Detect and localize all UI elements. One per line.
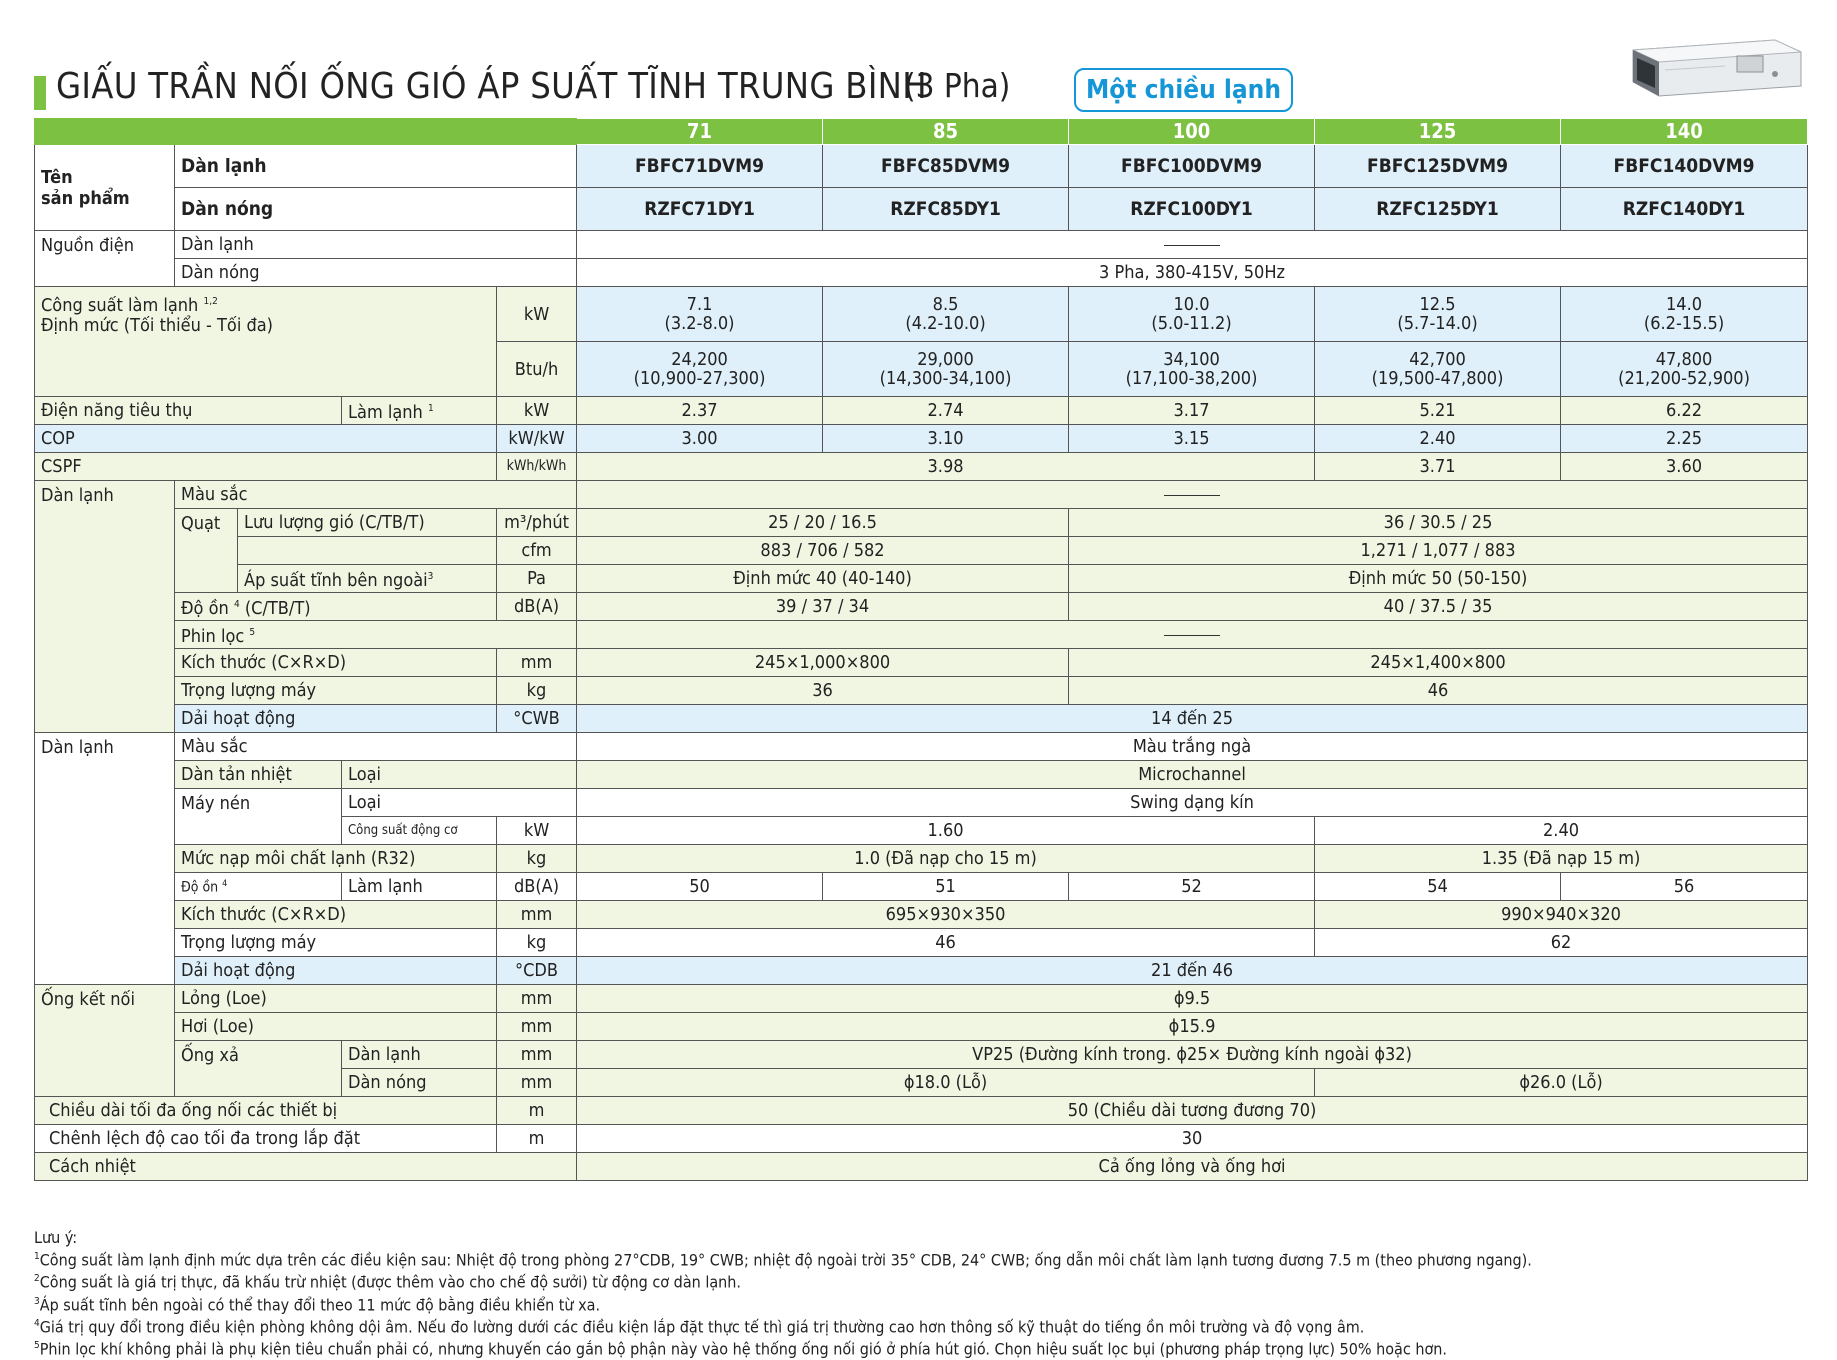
table-row xyxy=(35,1153,1808,1181)
filter-label: Phin lọc xyxy=(181,626,245,647)
esp-label: Áp suất tĩnh bên ngoài xyxy=(244,570,428,591)
table-row xyxy=(35,453,1808,481)
empty-dash xyxy=(577,231,1808,259)
compressor-type-value: Swing dạng kín xyxy=(577,789,1808,817)
capacity-kw: 7.1 (3.2-8.0) xyxy=(577,287,823,342)
footnote-item xyxy=(34,1247,1532,1269)
table-row xyxy=(35,705,1808,733)
table-row xyxy=(35,481,1808,509)
footnote-text: Giá trị quy đổi trong điều kiện phòng không dội âm. Nếu đo lường dưới các điều kiện lắp đặt thực tế thì giá trị thường cao hơn thông số kỹ thuật do tiếng ồn môi trường và độ vọng âm. xyxy=(39,1317,1365,1337)
airflow-cfm-value: 1,271 / 1,077 / 883 xyxy=(1069,537,1808,565)
power-value: 2.74 xyxy=(823,397,1069,425)
table-row xyxy=(35,593,1808,621)
power-value: 2.37 xyxy=(577,397,823,425)
cop-value: 3.10 xyxy=(823,425,1069,453)
unit-kg: kg xyxy=(497,929,577,957)
noise-label: Độ ồn xyxy=(181,879,219,896)
unit-dba: dB(A) xyxy=(497,873,577,901)
row-label-airflow: Lưu lượng gió (C/TB/T) xyxy=(238,509,497,537)
row-label-indoor: Dàn lạnh xyxy=(342,1041,497,1069)
dimension-value: 245×1,000×800 xyxy=(577,649,1069,677)
table-row xyxy=(35,649,1808,677)
footnote-item xyxy=(34,1269,1532,1291)
footnote-marker: 4 xyxy=(233,599,240,610)
indoor-model: FBFC125DVM9 xyxy=(1315,145,1561,188)
refrigerant-value: 1.0 (Đã nạp cho 15 m) xyxy=(577,845,1315,873)
table-row xyxy=(35,425,1808,453)
noise-out-value: 56 xyxy=(1561,873,1808,901)
unit-mm: mm xyxy=(497,649,577,677)
row-label-cooling xyxy=(342,397,497,425)
row-label-noise xyxy=(175,873,342,901)
footnote-text: Công suất làm lạnh định mức dựa trên các điều kiện sau: Nhiệt độ trong phòng 27°CDB, 19° CWB; nhiệt độ ngoài trời 35° CDB, 24° CWB; ống dẫn môi chất làm lạnh tương đương 7.5 m (theo phương ngang). xyxy=(39,1250,1532,1270)
row-label-compressor: Máy nén xyxy=(175,789,342,845)
capacity-btu: 47,800 (21,200-52,900) xyxy=(1561,342,1808,397)
footnote-number: 5 xyxy=(34,1340,40,1352)
row-label-indoor: Dàn lạnh xyxy=(175,145,577,188)
cspf-value: 3.60 xyxy=(1561,453,1808,481)
cooling-label: Làm lạnh xyxy=(348,402,423,423)
footnote-text: Áp suất tĩnh bên ngoài có thể thay đổi theo 11 mức độ bằng điều khiển từ xa. xyxy=(39,1294,601,1314)
row-label-weight: Trọng lượng máy xyxy=(175,929,497,957)
noise-value: 39 / 37 / 34 xyxy=(577,593,1069,621)
esp-value: Định mức 50 (50-150) xyxy=(1069,565,1808,593)
footnotes xyxy=(34,1228,1532,1359)
table-row xyxy=(35,733,1808,761)
model-header-row xyxy=(35,119,1808,145)
page-title: GIẤU TRẦN NỐI ỐNG GIÓ ÁP SUẤT TĨNH TRUNG BÌNH xyxy=(56,66,927,107)
capacity-kw: 8.5 (4.2-10.0) xyxy=(823,287,1069,342)
insulation-value: Cả ống lỏng và ống hơi xyxy=(577,1153,1808,1181)
cop-value: 3.15 xyxy=(1069,425,1315,453)
table-row xyxy=(35,901,1808,929)
notes-heading: Lưu ý: xyxy=(34,1228,78,1247)
airflow-value: 25 / 20 / 16.5 xyxy=(577,509,1069,537)
footnote-text: Công suất là giá trị thực, đã khấu trừ nhiệt (được thêm vào cho chế độ sưởi) từ động cơ dàn lạnh. xyxy=(39,1272,741,1292)
row-label-capacity xyxy=(35,287,497,397)
unit-cdb: °CDB xyxy=(497,957,577,985)
capacity-kw: 10.0 (5.0-11.2) xyxy=(1069,287,1315,342)
unit-kw: kW xyxy=(497,817,577,845)
ducted-unit-image xyxy=(1625,30,1805,102)
indoor-model: FBFC100DVM9 xyxy=(1069,145,1315,188)
power-value: 3.17 xyxy=(1069,397,1315,425)
unit-m: m xyxy=(497,1097,577,1125)
cop-value: 2.40 xyxy=(1315,425,1561,453)
unit-btuh: Btu/h xyxy=(497,342,577,397)
row-label-power-supply: Nguồn điện xyxy=(35,231,175,287)
table-row xyxy=(35,957,1808,985)
dimension-value: 695×930×350 xyxy=(577,901,1315,929)
capacity-kw: 12.5 (5.7-14.0) xyxy=(1315,287,1561,342)
empty-dash xyxy=(577,621,1808,649)
row-label-noise xyxy=(175,593,497,621)
noise-value: 40 / 37.5 / 35 xyxy=(1069,593,1808,621)
weight-value: 62 xyxy=(1315,929,1808,957)
footnote-marker: 3 xyxy=(427,571,434,582)
max-height-value: 30 xyxy=(577,1125,1808,1153)
empty-dash xyxy=(577,481,1808,509)
row-label-cooling: Làm lạnh xyxy=(342,873,497,901)
row-label-insulation: Cách nhiệt xyxy=(35,1153,577,1181)
section-outdoor: Dàn lạnh xyxy=(35,733,175,985)
unit-mm: mm xyxy=(497,985,577,1013)
model-col-125: 125 xyxy=(1315,119,1561,145)
cop-value: 2.25 xyxy=(1561,425,1808,453)
table-row xyxy=(35,789,1808,817)
title-accent-bar xyxy=(34,76,46,110)
table-row xyxy=(35,1013,1808,1041)
table-row xyxy=(35,929,1808,957)
row-label-motor-output: Công suất động cơ xyxy=(342,817,497,845)
capacity-label: Công suất làm lạnh xyxy=(41,295,199,316)
unit-mm: mm xyxy=(497,1069,577,1097)
table-row xyxy=(35,145,1808,188)
row-label-max-height: Chênh lệch độ cao tối đa trong lắp đặt xyxy=(35,1125,497,1153)
indoor-model: FBFC71DVM9 xyxy=(577,145,823,188)
footnote-text: Phin lọc khí không phải là phụ kiện tiêu chuẩn phải có, nhưng khuyến cáo gắn bộ phận này vào hệ thống ống nối gió ở phía hút gió. Chọn hiệu suất lọc bụi (phương pháp trọng lực) 50% hoặc hơn. xyxy=(39,1339,1447,1359)
title-bar xyxy=(34,62,1281,112)
row-label-filter xyxy=(175,621,577,649)
color-value: Màu trắng ngà xyxy=(577,733,1808,761)
weight-value: 46 xyxy=(1069,677,1808,705)
liquid-value: ϕ9.5 xyxy=(577,985,1808,1013)
weight-value: 46 xyxy=(577,929,1315,957)
unit-kw: kW xyxy=(497,287,577,342)
unit-pa: Pa xyxy=(497,565,577,593)
footnote-number: 1 xyxy=(34,1251,40,1262)
power-value: 5.21 xyxy=(1315,397,1561,425)
row-label-cspf: CSPF xyxy=(35,453,497,481)
power-supply-value: 3 Pha, 380-415V, 50Hz xyxy=(577,259,1808,287)
model-col-71: 71 xyxy=(577,119,823,145)
unit-cfm: cfm xyxy=(497,537,577,565)
table-row xyxy=(35,761,1808,789)
drain-indoor-value: VP25 (Đường kính trong. ϕ25× Đường kính ngoài ϕ32) xyxy=(577,1041,1808,1069)
row-label-operating-range: Dải hoạt động xyxy=(175,705,497,733)
rated-label: Định mức (Tối thiểu - Tối đa) xyxy=(41,315,273,336)
unit-kwkw: kW/kW xyxy=(497,425,577,453)
table-row xyxy=(35,537,1808,565)
table-row xyxy=(35,565,1808,593)
row-label-fan: Quạt xyxy=(175,509,238,593)
operating-range-value: 14 đến 25 xyxy=(577,705,1808,733)
motor-output-value: 2.40 xyxy=(1315,817,1808,845)
model-col-100: 100 xyxy=(1069,119,1315,145)
table-row xyxy=(35,1125,1808,1153)
dimension-value: 990×940×320 xyxy=(1315,901,1808,929)
airflow-cfm-value: 883 / 706 / 582 xyxy=(577,537,1069,565)
row-label-outdoor: Dàn nóng xyxy=(175,259,577,287)
table-row xyxy=(35,188,1808,231)
outdoor-model: RZFC71DY1 xyxy=(577,188,823,231)
coil-type-value: Microchannel xyxy=(577,761,1808,789)
table-row xyxy=(35,1041,1808,1069)
row-label-cop: COP xyxy=(35,425,497,453)
table-row xyxy=(35,231,1808,259)
table-row xyxy=(35,509,1808,537)
noise-out-value: 54 xyxy=(1315,873,1561,901)
row-label-color: Màu sắc xyxy=(175,481,577,509)
phase-label: (3 Pha) xyxy=(904,66,1011,105)
noise-out-value: 50 xyxy=(577,873,823,901)
capacity-btu: 24,200 (10,900-27,300) xyxy=(577,342,823,397)
table-row xyxy=(35,621,1808,649)
table-row xyxy=(35,1097,1808,1125)
row-label-type: Loại xyxy=(342,789,577,817)
table-row xyxy=(35,845,1808,873)
noise-label-tail: (C/TB/T) xyxy=(244,598,311,619)
power-value: 6.22 xyxy=(1561,397,1808,425)
footnote-marker: 5 xyxy=(249,627,256,638)
model-col-85: 85 xyxy=(823,119,1069,145)
unit-mm: mm xyxy=(497,1041,577,1069)
outdoor-model: RZFC125DY1 xyxy=(1315,188,1561,231)
table-row xyxy=(35,985,1808,1013)
drain-outdoor-value: ϕ26.0 (Lỗ) xyxy=(1315,1069,1808,1097)
footnote-item xyxy=(34,1292,1532,1314)
motor-output-value: 1.60 xyxy=(577,817,1315,845)
table-row xyxy=(35,287,1808,342)
esp-value: Định mức 40 (40-140) xyxy=(577,565,1069,593)
unit-mm: mm xyxy=(497,901,577,929)
blank-cell xyxy=(238,537,497,565)
row-label-refrigerant: Mức nạp môi chất lạnh (R32) xyxy=(175,845,497,873)
row-label-gas: Hơi (Loe) xyxy=(175,1013,497,1041)
dimension-value: 245×1,400×800 xyxy=(1069,649,1808,677)
outdoor-model: RZFC100DY1 xyxy=(1069,188,1315,231)
section-piping: Ống kết nối xyxy=(35,985,175,1097)
table-row xyxy=(35,397,1808,425)
gas-value: ϕ15.9 xyxy=(577,1013,1808,1041)
max-length-value: 50 (Chiều dài tương đương 70) xyxy=(577,1097,1808,1125)
noise-out-value: 52 xyxy=(1069,873,1315,901)
indoor-model: FBFC85DVM9 xyxy=(823,145,1069,188)
table-row xyxy=(35,259,1808,287)
row-label-dimensions: Kích thước (C×R×D) xyxy=(175,649,497,677)
row-label-liquid: Lỏng (Loe) xyxy=(175,985,497,1013)
footnote-marker: 1,2 xyxy=(203,296,218,307)
capacity-kw: 14.0 (6.2-15.5) xyxy=(1561,287,1808,342)
unit-kwhkwh: kWh/kWh xyxy=(497,453,577,481)
unit-m3min: m³/phút xyxy=(497,509,577,537)
unit-mm: mm xyxy=(497,1013,577,1041)
noise-label: Độ ồn xyxy=(181,598,229,619)
row-label-max-length: Chiều dài tối đa ống nối các thiết bị xyxy=(35,1097,497,1125)
row-label-outdoor: Dàn nóng xyxy=(175,188,577,231)
footnote-marker: 1 xyxy=(427,403,434,414)
row-label-power-consumption: Điện năng tiêu thụ xyxy=(35,397,342,425)
row-label-esp xyxy=(238,565,497,593)
footnote-marker: 4 xyxy=(222,879,228,890)
weight-value: 36 xyxy=(577,677,1069,705)
footnote-number: 2 xyxy=(34,1273,40,1285)
footnote-number: 4 xyxy=(34,1317,40,1329)
row-label-outdoor: Dàn nóng xyxy=(342,1069,497,1097)
unit-kw: kW xyxy=(497,397,577,425)
row-label-coil: Dàn tản nhiệt xyxy=(175,761,342,789)
table-row xyxy=(35,677,1808,705)
unit-m: m xyxy=(497,1125,577,1153)
row-label-type: Loại xyxy=(342,761,577,789)
table-row xyxy=(35,873,1808,901)
header-blank xyxy=(35,119,577,145)
row-label-weight: Trọng lượng máy xyxy=(175,677,497,705)
outdoor-model: RZFC140DY1 xyxy=(1561,188,1808,231)
unit-dba: dB(A) xyxy=(497,593,577,621)
outdoor-model: RZFC85DY1 xyxy=(823,188,1069,231)
cop-value: 3.00 xyxy=(577,425,823,453)
operating-range-value: 21 đến 46 xyxy=(577,957,1808,985)
cspf-value: 3.71 xyxy=(1315,453,1561,481)
section-indoor: Dàn lạnh xyxy=(35,481,175,733)
row-label-indoor: Dàn lạnh xyxy=(175,231,577,259)
capacity-btu: 29,000 (14,300-34,100) xyxy=(823,342,1069,397)
capacity-btu: 34,100 (17,100-38,200) xyxy=(1069,342,1315,397)
row-label-operating-range: Dải hoạt động xyxy=(175,957,497,985)
refrigerant-value: 1.35 (Đã nạp 15 m) xyxy=(1315,845,1808,873)
row-label-drain: Ống xả xyxy=(175,1041,342,1097)
cspf-value: 3.98 xyxy=(577,453,1315,481)
airflow-value: 36 / 30.5 / 25 xyxy=(1069,509,1808,537)
unit-kg: kg xyxy=(497,845,577,873)
footnote-item xyxy=(34,1314,1532,1336)
drain-outdoor-value: ϕ18.0 (Lỗ) xyxy=(577,1069,1315,1097)
row-label-product-name: Tên sản phẩm xyxy=(35,145,175,231)
spec-table xyxy=(34,118,1808,1181)
footnote-item xyxy=(34,1336,1532,1358)
unit-kg: kg xyxy=(497,677,577,705)
indoor-model: FBFC140DVM9 xyxy=(1561,145,1808,188)
model-col-140: 140 xyxy=(1561,119,1808,145)
capacity-btu: 42,700 (19,500-47,800) xyxy=(1315,342,1561,397)
noise-out-value: 51 xyxy=(823,873,1069,901)
mode-badge: Một chiều lạnh xyxy=(1074,68,1293,112)
footnote-number: 3 xyxy=(34,1295,40,1307)
unit-cwb: °CWB xyxy=(497,705,577,733)
row-label-color: Màu sắc xyxy=(175,733,577,761)
row-label-dimensions: Kích thước (C×R×D) xyxy=(175,901,497,929)
